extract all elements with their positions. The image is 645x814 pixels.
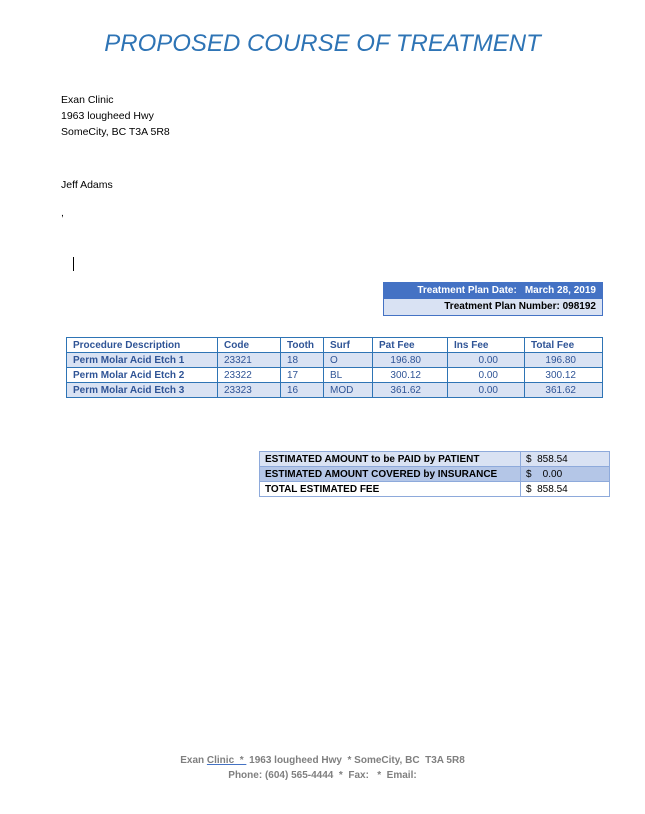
summary-label: TOTAL ESTIMATED FEE: [260, 482, 521, 497]
plan-date-row: [384, 283, 602, 299]
clinic-city: SomeCity, BC T3A 5R8: [61, 126, 170, 138]
document-title: PROPOSED COURSE OF TREATMENT: [104, 30, 541, 57]
cell-code: 23323: [218, 383, 281, 398]
cell-description: Perm Molar Acid Etch 2: [67, 368, 218, 383]
plan-date-label: Treatment Plan Date:: [417, 285, 517, 296]
cell-ins-fee: 0.00: [448, 368, 525, 383]
cell-surf: BL: [324, 368, 373, 383]
table-row: [67, 368, 603, 383]
summary-row-insurance: [260, 467, 610, 482]
col-header-ins-fee: Ins Fee: [448, 338, 525, 353]
cell-total-fee: 196.80: [525, 353, 603, 368]
clinic-street: 1963 lougheed Hwy: [61, 110, 154, 122]
cell-pat-fee: 196.80: [373, 353, 448, 368]
cell-description: Perm Molar Acid Etch 1: [67, 353, 218, 368]
cell-surf: O: [324, 353, 373, 368]
procedures-table: [66, 337, 603, 398]
cell-tooth: 16: [281, 383, 324, 398]
summary-label: ESTIMATED AMOUNT to be PAID by PATIENT: [260, 452, 521, 467]
cell-pat-fee: 361.62: [373, 383, 448, 398]
cell-ins-fee: 0.00: [448, 353, 525, 368]
cell-code: 23322: [218, 368, 281, 383]
patient-address-line: ,: [61, 207, 64, 219]
summary-value: $ 0.00: [521, 467, 610, 482]
clinic-name: Exan Clinic: [61, 94, 114, 106]
cell-tooth: 18: [281, 353, 324, 368]
col-header-total-fee: Total Fee: [525, 338, 603, 353]
cell-pat-fee: 300.12: [373, 368, 448, 383]
table-row: [67, 353, 603, 368]
col-header-tooth: Tooth: [281, 338, 324, 353]
plan-number-label: Treatment Plan Number:: [444, 301, 560, 312]
footer-contact-line: Phone: (604) 565-4444 * Fax: * Email:: [228, 770, 417, 781]
footer-clinic-link[interactable]: Clinic *: [206, 755, 247, 766]
clinic-address: [61, 92, 170, 140]
estimate-summary-table: [259, 451, 610, 497]
patient-name: Jeff Adams: [61, 179, 113, 191]
summary-row-total: [260, 482, 610, 497]
table-row: [67, 383, 603, 398]
summary-label: ESTIMATED AMOUNT COVERED by INSURANCE: [260, 467, 521, 482]
col-header-code: Code: [218, 338, 281, 353]
col-header-pat-fee: Pat Fee: [373, 338, 448, 353]
cell-ins-fee: 0.00: [448, 383, 525, 398]
table-header-row: [67, 338, 603, 353]
cell-surf: MOD: [324, 383, 373, 398]
summary-row-patient: [260, 452, 610, 467]
summary-value: $ 858.54: [521, 482, 610, 497]
footer-clinic-prefix: Exan: [180, 755, 207, 766]
col-header-surf: Surf: [324, 338, 373, 353]
cell-total-fee: 300.12: [525, 368, 603, 383]
text-cursor[interactable]: [73, 257, 74, 271]
summary-value: $ 858.54: [521, 452, 610, 467]
col-header-description: Procedure Description: [67, 338, 218, 353]
footer-address-line: [0, 753, 645, 768]
cell-description: Perm Molar Acid Etch 3: [67, 383, 218, 398]
treatment-plan-info: [383, 282, 603, 316]
plan-number-row: [384, 299, 602, 315]
cell-code: 23321: [218, 353, 281, 368]
cell-total-fee: 361.62: [525, 383, 603, 398]
page-footer: [0, 753, 645, 783]
cell-tooth: 17: [281, 368, 324, 383]
footer-address: 1963 lougheed Hwy * SomeCity, BC T3A 5R8: [246, 755, 465, 766]
plan-date-value: March 28, 2019: [524, 285, 596, 296]
plan-number-value: 098192: [562, 301, 596, 312]
